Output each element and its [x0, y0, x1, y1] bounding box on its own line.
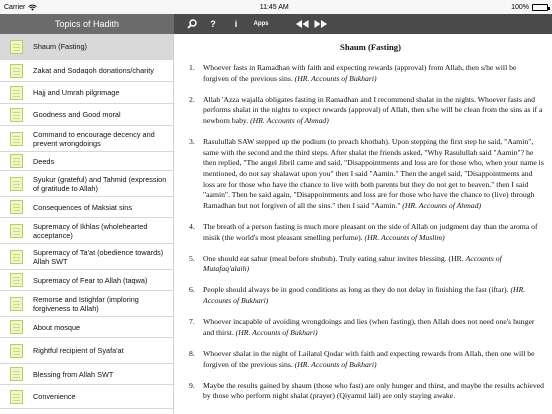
paragraph-text — [203, 349, 544, 370]
clock: 11:45 AM — [259, 3, 289, 11]
hadith-paragraph — [189, 254, 544, 275]
sidebar-item-label: Supremacy of Ta'at (obedience towards) Allah SWT — [33, 247, 164, 266]
status-bar — [0, 0, 552, 14]
paragraph-body: Maybe the results gained by shaum (those who fast) are only hunger and thirst, and maybe the results achieved by those who perform night shalat (prayer) (Qiyamul lail) are only staying awake. — [203, 380, 544, 401]
content-title: Shaum (Fasting) — [340, 42, 401, 52]
sidebar-item[interactable] — [0, 317, 173, 338]
toolbar — [174, 14, 552, 34]
sidebar-title: Topics of Hadith — [0, 14, 174, 34]
paragraph-number: 9. — [189, 380, 195, 390]
paragraph-number: 5. — [189, 253, 195, 263]
paragraph-list — [189, 63, 544, 402]
sidebar-item[interactable] — [0, 197, 173, 218]
document-icon — [10, 367, 23, 381]
document-icon — [10, 40, 23, 54]
sidebar-item[interactable] — [0, 60, 173, 82]
paragraph-text — [203, 63, 544, 84]
rewind-button[interactable] — [294, 14, 310, 34]
paragraph-body: Allah 'Azza wajalla obligates fasting in Ramadhan and I recommend shalat in the nights. Whoever fasts and performs shalat in the nights to expect rewards (approval) of Allah, then s/he will be clean from the sins as if a newborn baby. — [203, 94, 543, 125]
hadith-reference: (HR. Accounts of Ahmad) — [250, 115, 329, 125]
hadith-reference: (HR. Accounts of Bukhari) — [294, 359, 377, 369]
paragraph-text — [203, 95, 544, 127]
paragraph-number: 7. — [189, 317, 195, 327]
document-icon — [10, 154, 23, 168]
apps-button[interactable]: Apps — [253, 21, 269, 27]
sidebar-item-label: Zakat and Sodaqoh donations/charity — [33, 66, 154, 75]
sidebar-item-label: Supremacy of Ikhlas (wholehearted acceptance) — [33, 221, 148, 240]
topics-sidebar — [0, 34, 174, 414]
document-icon — [10, 297, 23, 311]
battery-icon — [532, 4, 548, 11]
paragraph-text — [203, 285, 544, 306]
sidebar-item-label: Remorse and Istighfar (imploring forgiveness to Allah) — [33, 294, 139, 313]
paragraph-text — [203, 381, 544, 402]
rewind-icon — [296, 20, 309, 28]
sidebar-item[interactable] — [0, 152, 173, 171]
hadith-paragraph — [189, 95, 544, 127]
document-icon — [10, 273, 23, 287]
document-icon — [10, 344, 23, 358]
search-button[interactable] — [184, 14, 200, 34]
document-icon — [10, 224, 23, 238]
document-icon — [10, 108, 23, 122]
sidebar-item-label: Hajj and Umrah pilgrimage — [33, 88, 120, 97]
sidebar-item[interactable] — [0, 218, 173, 244]
paragraph-body: Rasulullah SAW stepped up the podium (to preach khotbah). Upon stepping the first step he said, "Aamin", same with the second and the third steps. After shalat the friends asked, "Why Rasulullah said "Aamin"? he then replied, "The angel Jibril came and said, "Disappointments and loss are for those who, when your name is mentioned, do not say shalawat upon you" then I said "Aamin." Then the angel said, "Disappointments and loss are for those who have the chance to live with both parents but they do not get to heaven." then I said "aamin". Then he said again, "Disappointments and loss are for those who have the chance to (live) through Ramadhan but not forgiven of all the sins." then I said "Aamin." — [203, 137, 544, 210]
hadith-paragraph — [189, 222, 544, 243]
document-icon — [10, 200, 23, 214]
hadith-content — [175, 34, 552, 414]
sidebar-item[interactable] — [0, 171, 173, 197]
document-icon — [10, 177, 23, 191]
hadith-paragraph — [189, 63, 544, 84]
document-icon — [10, 390, 23, 404]
sidebar-item[interactable] — [0, 338, 173, 364]
status-left — [4, 4, 37, 11]
sidebar-item[interactable] — [0, 385, 173, 409]
paragraph-body: Whoever fasts in Ramadhan with faith and expecting rewards (approval) from Allah, then s/he will be forgiven of the previous sins. — [203, 63, 517, 83]
paragraph-number: 1. — [189, 63, 195, 72]
hadith-paragraph — [189, 137, 544, 211]
sidebar-item-label: About mosque — [33, 322, 81, 332]
paragraph-body: The breath of a person fasting is much more pleasant on the side of Allah on judgment day than the aroma of misik (the world's most pleasant smelling perfume). — [203, 221, 538, 242]
sidebar-item-label: Command to encourage decency and prevent wrongdoings — [33, 129, 155, 148]
sidebar-item[interactable] — [0, 270, 173, 291]
hadith-paragraph — [189, 285, 544, 306]
paragraph-number: 2. — [189, 94, 195, 104]
paragraph-number: 4. — [189, 221, 195, 231]
hadith-paragraph — [189, 381, 544, 402]
paragraph-body: Whoever incapable of avoiding wrongdoings and lies (when fasting), then Allah does not need one's hunger and thirst. — [203, 317, 535, 337]
fast-forward-button[interactable] — [312, 14, 328, 34]
document-icon — [10, 250, 23, 264]
document-icon — [10, 320, 23, 334]
sidebar-item[interactable] — [0, 82, 173, 104]
sidebar-item-label: Shaum (Fasting) — [33, 42, 87, 51]
sidebar-item[interactable] — [0, 244, 173, 270]
carrier-label: Carrier — [4, 3, 26, 11]
paragraph-text — [203, 137, 544, 211]
hadith-paragraph — [189, 317, 544, 338]
status-right — [511, 4, 548, 11]
paragraph-text — [203, 254, 544, 275]
sidebar-item-label: Goodness and Good moral — [33, 110, 121, 119]
sidebar-item[interactable] — [0, 104, 173, 126]
sidebar-item-label: Deeds — [33, 156, 55, 166]
paragraph-text — [203, 222, 544, 243]
sidebar-item-label: Rightful recipient of Syafa'at — [33, 346, 124, 355]
sidebar-item-label: Supremacy of Fear to Allah (taqwa) — [33, 275, 148, 285]
hadith-reference: (HR. Accounts of Muslim) — [364, 232, 445, 242]
sidebar-item-label: Syukur (grateful) and Tahmid (expression of gratitude to Allah) — [33, 174, 167, 193]
document-icon — [10, 86, 23, 100]
sidebar-item-label: Consequences of Maksiat sins — [33, 202, 132, 212]
wifi-icon — [28, 4, 37, 11]
search-icon — [187, 19, 197, 29]
hadith-reference: Accounts of Mutafaq'alaih) — [203, 253, 502, 274]
sidebar-item[interactable] — [0, 291, 173, 317]
hadith-reference: (HR. Accounts of Ahmad) — [402, 200, 482, 210]
paragraph-number: 3. — [189, 137, 195, 147]
document-icon — [10, 132, 23, 146]
help-button[interactable]: ? — [210, 19, 216, 29]
fast-forward-icon — [314, 20, 327, 28]
battery-percent: 100% — [511, 3, 529, 11]
paragraph-body: One should eat sahur (meal before shubuh). Truly eating sahur invites blessing. (HR. — [203, 253, 466, 263]
document-icon — [10, 64, 23, 78]
hadith-reference: (HR. Accounts of Bukhari) — [294, 73, 377, 83]
hadith-reference: (HR. Accounts of Bukhari) — [203, 285, 526, 306]
paragraph-body: Whoever shalat in the night of Lailatul Qodar with faith and expecting rewards from Allah, then one will be forgiven of the previous sins. — [203, 349, 535, 369]
sidebar-item-label: Blessing from Allah SWT — [33, 369, 114, 379]
sidebar-item[interactable] — [0, 364, 173, 385]
sidebar-item[interactable] — [0, 34, 173, 60]
sidebar-item-label: Convenience — [33, 392, 76, 401]
paragraph-text — [203, 317, 544, 338]
paragraph-body: People should always be in good conditions as long as they do not delay in finishing the fast (iftar). — [203, 285, 511, 295]
hadith-reference: (HR. Accounts of Bukhari) — [235, 327, 318, 337]
sidebar-item[interactable] — [0, 126, 173, 152]
hadith-paragraph — [189, 349, 544, 370]
paragraph-number: 8. — [189, 349, 195, 359]
paragraph-number: 6. — [189, 285, 195, 295]
info-button[interactable]: i — [234, 19, 238, 29]
